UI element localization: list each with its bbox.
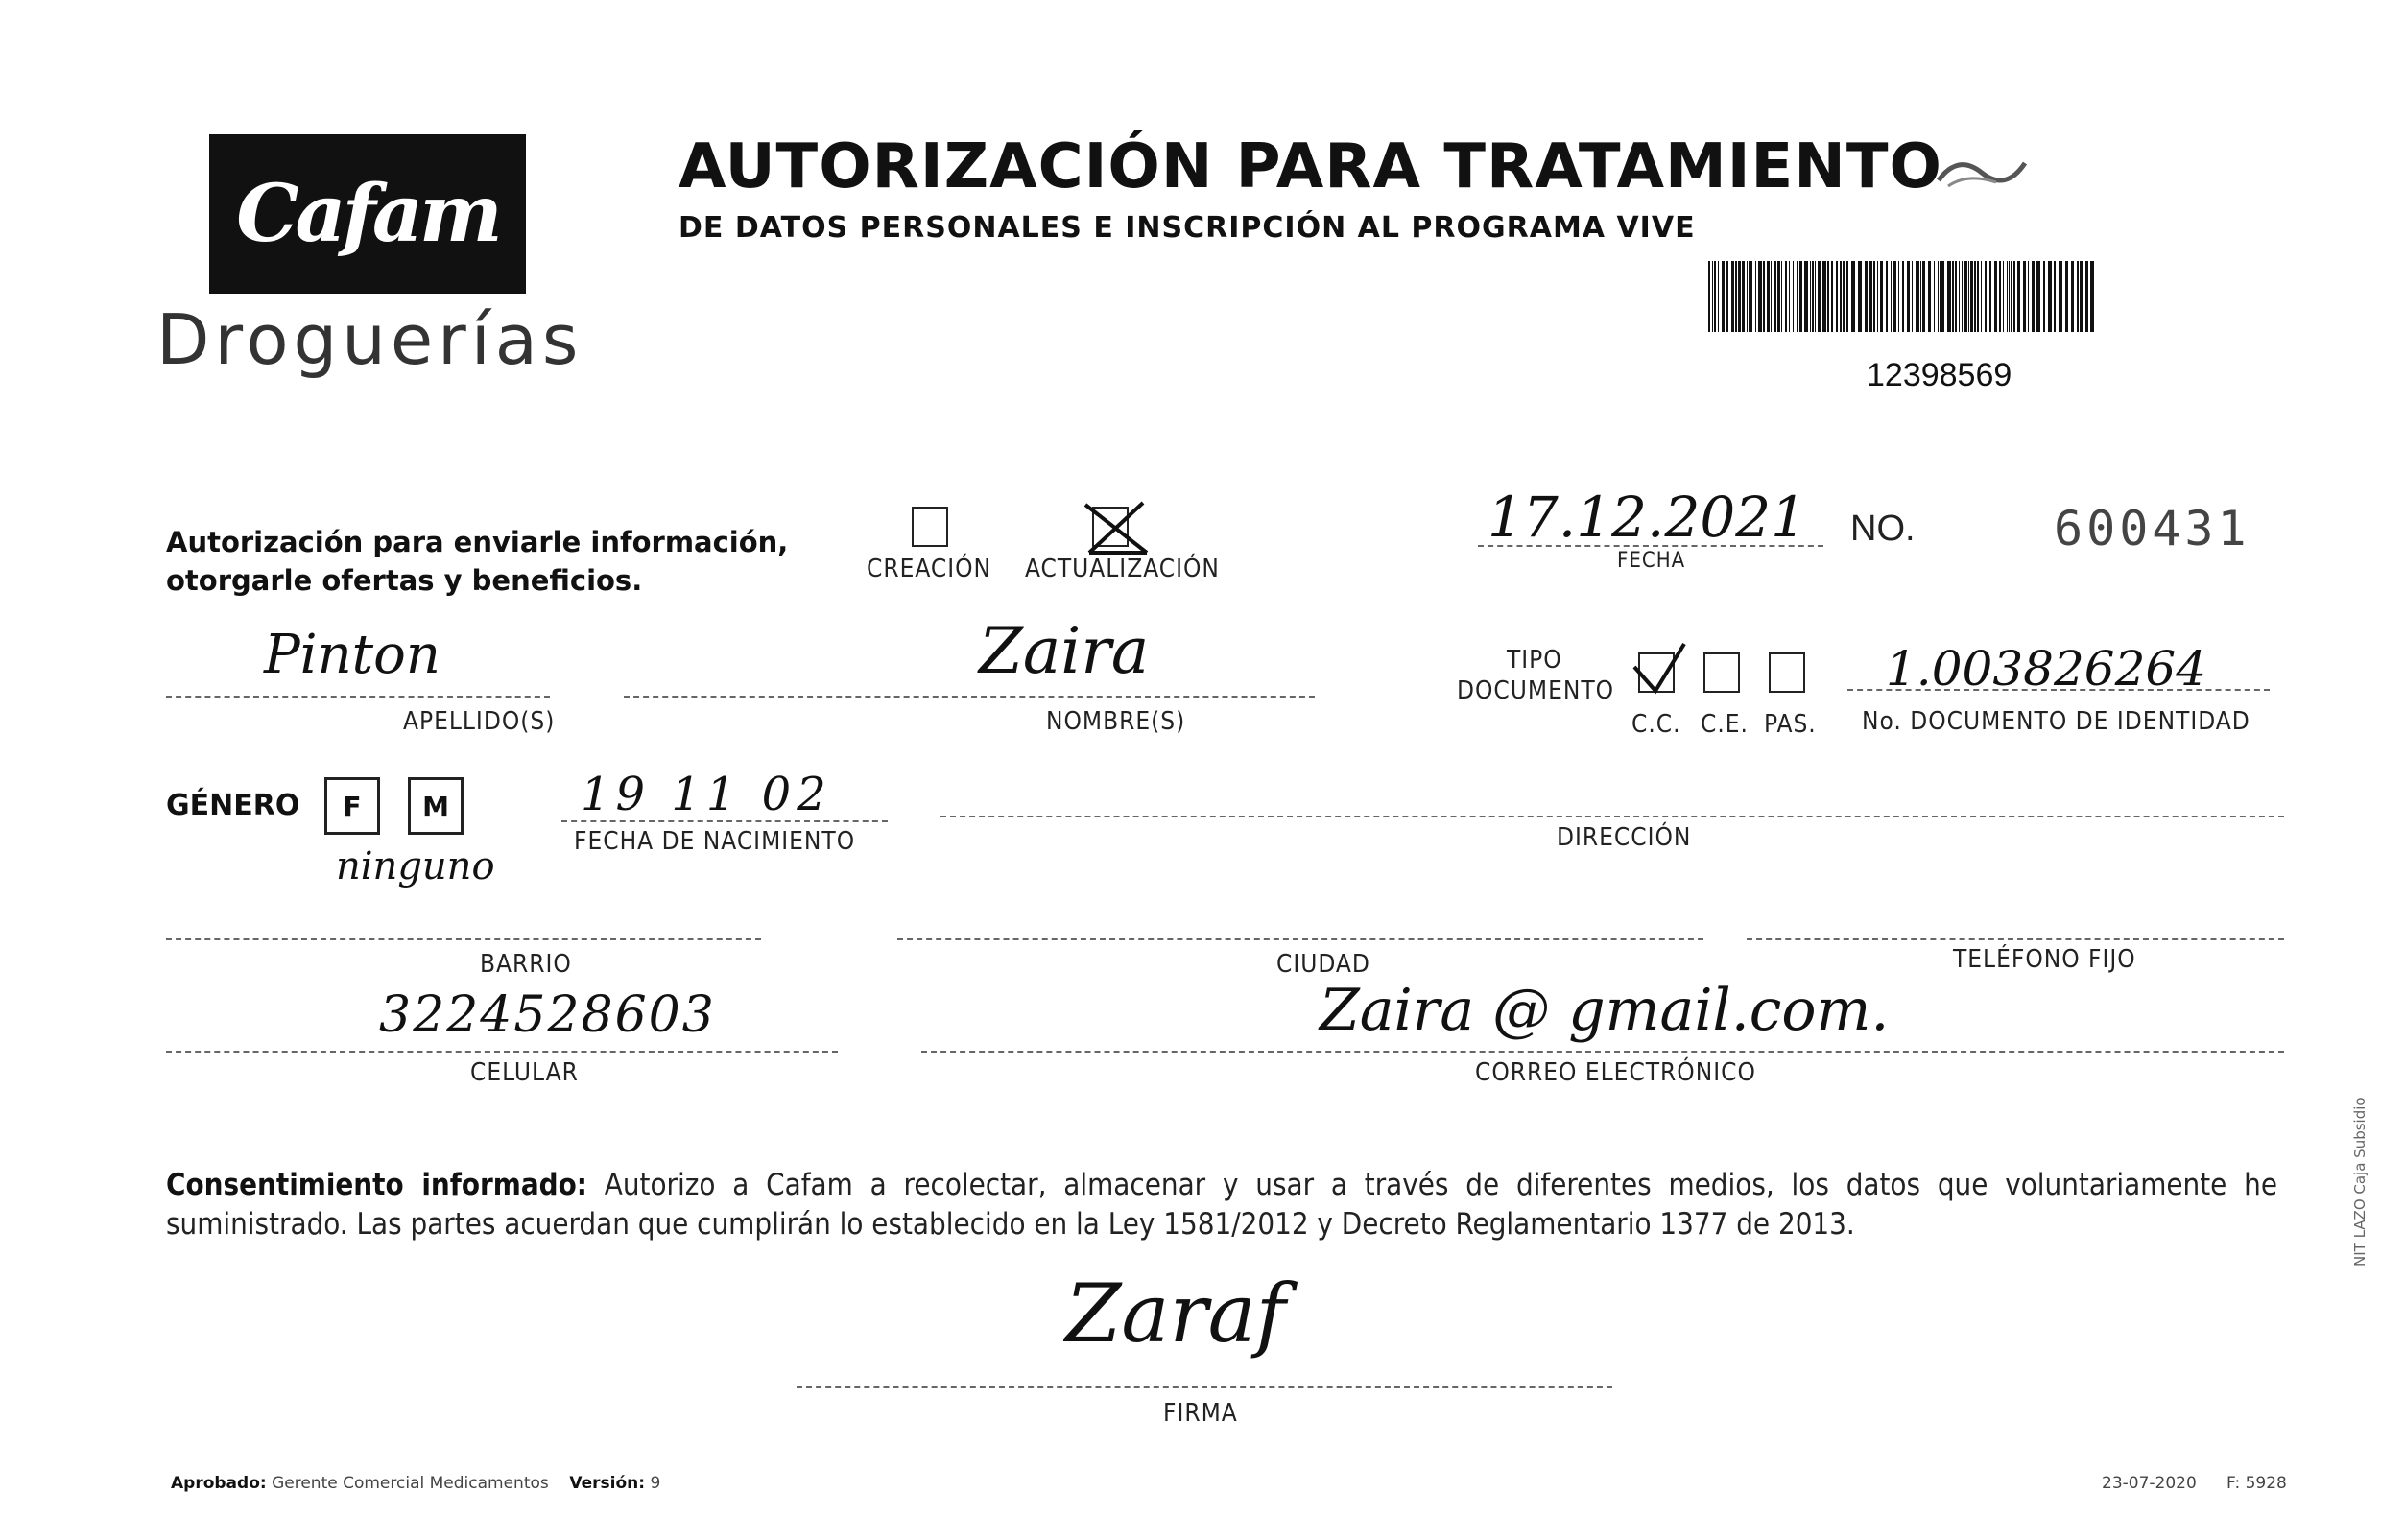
barcode-bar [1781, 261, 1782, 332]
barcode-bar [1873, 261, 1875, 332]
apellido-line [166, 696, 550, 698]
barcode-bar [1922, 261, 1925, 332]
fecha-value: 17.12.2021 [1488, 485, 1807, 550]
ciudad-label: CIUDAD [1276, 950, 1370, 979]
barcode-bar [2013, 261, 2015, 332]
no-value: 600431 [2054, 501, 2250, 557]
barcode-bar [1886, 261, 1888, 332]
barcode-bar [1962, 261, 1963, 332]
logo-text: Cafam [236, 168, 499, 260]
correo-value[interactable]: Zaira @ gmail.com. [1320, 977, 1890, 1044]
celular-value[interactable]: 3224528603 [379, 986, 716, 1044]
barcode-bar [1846, 261, 1848, 332]
barcode-bar [1763, 261, 1765, 332]
barcode-bar [1938, 261, 1939, 332]
cc-check-mark [1627, 638, 1694, 698]
nombre-label: NOMBRE(S) [1046, 707, 1186, 736]
barcode-bar [2065, 261, 2068, 332]
telefono-line [1747, 938, 2284, 940]
barcode-bar [1898, 261, 1899, 332]
barcode-bar [1941, 261, 1944, 332]
barcode-bar [1822, 261, 1826, 332]
version-label: Versión: [569, 1474, 646, 1493]
barcode-bar [1928, 261, 1931, 332]
barcode-bar [1722, 261, 1725, 332]
barcode-bar [1718, 261, 1719, 332]
barcode-bar [1907, 261, 1910, 332]
barcode-bar [1755, 261, 1756, 332]
signature-line[interactable] [797, 1386, 1612, 1388]
barcode-bar [1989, 261, 1991, 332]
consent-heading: Consentimiento informado: [166, 1168, 587, 1202]
aprobado-label: Aprobado: [171, 1474, 267, 1493]
barcode-bar [1902, 261, 1904, 332]
barcode-bar [1836, 261, 1838, 332]
direccion-label: DIRECCIÓN [1557, 823, 1692, 852]
barcode-bar [2048, 261, 2052, 332]
ce-checkbox[interactable] [1703, 652, 1740, 693]
barcode-bar [2023, 261, 2026, 332]
genero-m-box[interactable]: M [408, 777, 464, 835]
consent-paragraph [166, 1166, 2277, 1244]
pas-label: PAS. [1764, 710, 1817, 739]
correo-line [921, 1051, 2284, 1053]
barcode-bar [1785, 261, 1787, 332]
barcode-bar [1947, 261, 1951, 332]
genero-f-box[interactable]: F [324, 777, 380, 835]
barcode-bar [1981, 261, 1982, 332]
cafam-logo [209, 134, 526, 294]
celular-label: CELULAR [470, 1058, 579, 1087]
tipo-label-2: DOCUMENTO [1457, 676, 1615, 705]
celular-line [166, 1051, 838, 1053]
footer-date: 23-07-2020 [2102, 1474, 2197, 1493]
barcode-bar [1974, 261, 1976, 332]
barcode-bar [1758, 261, 1762, 332]
barcode-bar [1916, 261, 1919, 332]
barcode-number: 12398569 [1867, 357, 2012, 393]
barcode-bar [1789, 261, 1790, 332]
barcode [1708, 261, 2100, 332]
barcode-bar [1749, 261, 1752, 332]
barcode-bar [2080, 261, 2083, 332]
nombre-line [624, 696, 1315, 698]
ciudad-line [897, 938, 1703, 940]
barcode-bar [1747, 261, 1748, 332]
authorization-text [166, 523, 788, 600]
barcode-bar [1731, 261, 1734, 332]
aprobado-value: Gerente Comercial Medicamentos [272, 1474, 549, 1493]
barcode-bar [1877, 261, 1878, 332]
barcode-bar [1959, 261, 1960, 332]
barcode-bar [1843, 261, 1845, 332]
barcode-bar [2003, 261, 2004, 332]
barcode-bar [1968, 261, 1969, 332]
barcode-bar [2077, 261, 2079, 332]
consent-body: Autorizo a Cafam a recolectar, almacenar y usar a través de diferentes medios, los datos que voluntariamente he suministrado. Las partes acuerdan que cumplirán lo establecido en la Ley 1581/2012 y Decreto Reglamentario 1377 de 2013. [166, 1168, 2277, 1242]
authorization-line-2: otorgarle ofertas y beneficios. [166, 564, 643, 597]
barcode-bar [1934, 261, 1935, 332]
nacimiento-label: FECHA DE NACIMIENTO [574, 827, 856, 856]
barcode-bar [1774, 261, 1776, 332]
barcode-bar [2090, 261, 2094, 332]
barcode-bar [1767, 261, 1770, 332]
barcode-bar [1994, 261, 1997, 332]
barcode-bar [1940, 261, 1941, 332]
barcode-bar [1985, 261, 1987, 332]
barcode-bar [1865, 261, 1868, 332]
documento-value[interactable]: 1.003826264 [1886, 641, 2207, 697]
barcode-bar [1977, 261, 1979, 332]
creacion-label: CREACIÓN [867, 555, 992, 583]
genero-label: GÉNERO [166, 789, 300, 822]
barcode-bar [1742, 261, 1745, 332]
barcode-bar [1912, 261, 1913, 332]
barcode-bar [1804, 261, 1808, 332]
form-subtitle: DE DATOS PERSONALES E INSCRIPCIÓN AL PROGRAMA VIVE [679, 211, 1696, 245]
barcode-bar [1964, 261, 1967, 332]
barcode-bar [1738, 261, 1741, 332]
barcode-bar [1818, 261, 1821, 332]
barcode-bar [1793, 261, 1794, 332]
barcode-bar [1955, 261, 1957, 332]
barcode-bar [1858, 261, 1862, 332]
barcode-bar [2059, 261, 2062, 332]
apellido-label: APELLIDO(S) [403, 707, 556, 736]
authorization-line-1: Autorización para enviarle información, [166, 526, 789, 558]
side-vertical-text: NIT LAZO Caja Subsidio [2351, 1097, 2369, 1267]
barcode-bar [2007, 261, 2008, 332]
barcode-bar [1999, 261, 2001, 332]
barcode-bar [1880, 261, 1883, 332]
tipo-label-1: TIPO [1507, 646, 1562, 675]
telefono-label: TELÉFONO FIJO [1953, 945, 2136, 974]
actualizacion-label: ACTUALIZACIÓN [1025, 555, 1220, 583]
barcode-bar [1869, 261, 1872, 332]
barcode-bar [2017, 261, 2020, 332]
barcode-bar [1735, 261, 1737, 332]
correo-label: CORREO ELECTRÓNICO [1475, 1058, 1756, 1087]
ce-label: C.E. [1701, 710, 1749, 739]
barcode-bar [1827, 261, 1829, 332]
barcode-bar [2043, 261, 2045, 332]
pas-checkbox[interactable] [1769, 652, 1805, 693]
barcode-bar [2085, 261, 2088, 332]
barcode-bar [1891, 261, 1892, 332]
barcode-bar [2032, 261, 2035, 332]
barcode-bar [1714, 261, 1716, 332]
barcode-bar [2036, 261, 2040, 332]
barcode-bar [1952, 261, 1954, 332]
barcode-bar [2028, 261, 2029, 332]
barcode-bar [1726, 261, 1728, 332]
brand-subtitle: Droguerías [156, 299, 583, 380]
barcode-bar [1840, 261, 1842, 332]
barrio-label: BARRIO [480, 950, 572, 979]
footer-form-code: F: 5928 [2226, 1474, 2287, 1493]
barcode-bar [2054, 261, 2056, 332]
barcode-bar [1799, 261, 1802, 332]
barcode-bar [1777, 261, 1780, 332]
barcode-bar [1815, 261, 1816, 332]
direccion-line [940, 816, 2284, 817]
form-title: AUTORIZACIÓN PARA TRATAMIENTO [679, 131, 1942, 202]
fecha-label: FECHA [1617, 549, 1686, 573]
barcode-bar [1970, 261, 1973, 332]
signature-label: FIRMA [1163, 1399, 1238, 1428]
no-label: NO. [1850, 509, 1916, 549]
creacion-checkbox[interactable] [912, 507, 948, 547]
version-value: 9 [650, 1474, 661, 1493]
cc-label: C.C. [1631, 710, 1681, 739]
barrio-line [166, 938, 761, 940]
barcode-bar [2071, 261, 2074, 332]
signature-value: Zaraf [1065, 1267, 1286, 1361]
actualizacion-check-mark [1080, 499, 1156, 557]
barcode-bar [2011, 261, 2012, 332]
documento-label: No. DOCUMENTO DE IDENTIDAD [1862, 707, 2250, 736]
barcode-bar [1797, 261, 1798, 332]
genero-note: ninguno [336, 844, 495, 888]
stamp-mark [1929, 144, 2035, 192]
nombre-value[interactable]: Zaira [979, 614, 1150, 688]
apellido-value[interactable]: Pinton [264, 624, 440, 686]
barcode-bar [2009, 261, 2010, 332]
barcode-bar [1831, 261, 1833, 332]
barcode-bar [1812, 261, 1814, 332]
barcode-bar [1851, 261, 1855, 332]
barcode-bar [1920, 261, 1921, 332]
footer-aprobado [171, 1474, 660, 1493]
barcode-bar [1771, 261, 1772, 332]
nacimiento-value[interactable]: 19 11 02 [581, 768, 832, 821]
barcode-bar [1810, 261, 1811, 332]
barcode-bar [1712, 261, 1713, 332]
barcode-bar [1708, 261, 1710, 332]
barcode-bar [1893, 261, 1896, 332]
